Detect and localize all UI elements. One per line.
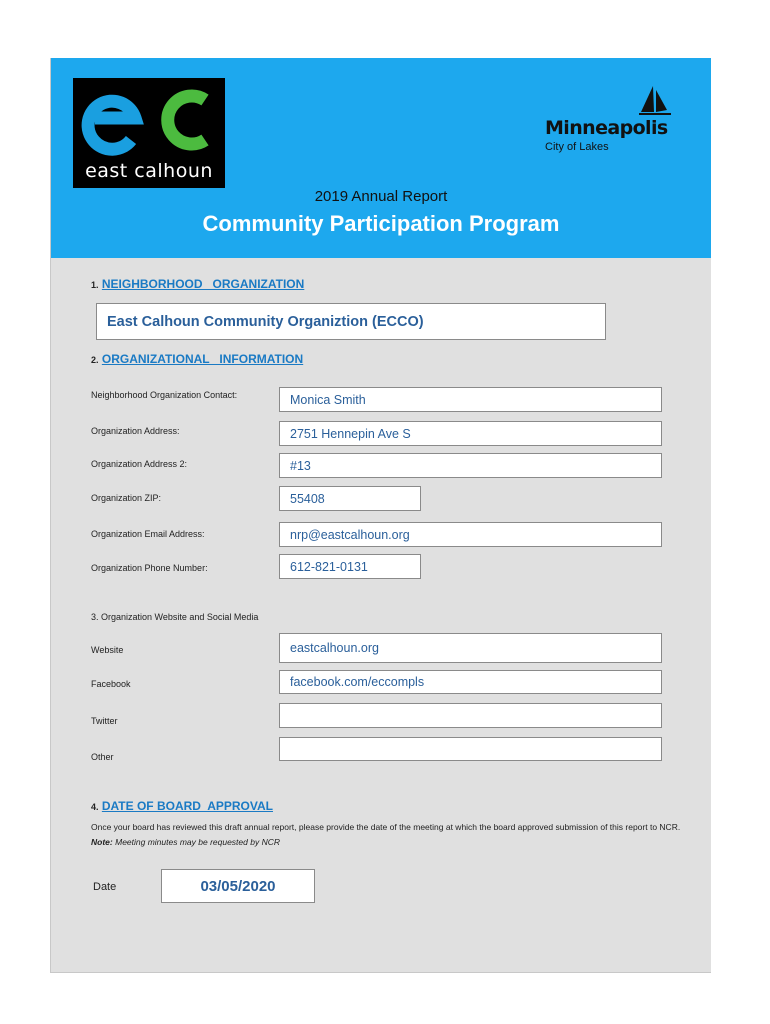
org-name-field[interactable]: East Calhoun Community Organiztion (ECCO)	[96, 303, 606, 340]
east-calhoun-logo	[73, 78, 225, 188]
phone-field[interactable]: 612-821-0131	[279, 554, 421, 579]
other-label: Other	[91, 752, 114, 762]
email-field[interactable]: nrp@eastcalhoun.org	[279, 522, 662, 547]
facebook-label: Facebook	[91, 679, 131, 689]
address-field[interactable]: 2751 Hennepin Ave S	[279, 421, 662, 446]
address2-field[interactable]: #13	[279, 453, 662, 478]
website-field[interactable]: eastcalhoun.org	[279, 633, 662, 663]
twitter-field[interactable]	[279, 703, 662, 728]
email-label: Organization Email Address:	[91, 529, 205, 539]
ec-logo-icon	[73, 78, 225, 168]
note-italic: Meeting minutes may be requested by NCR	[115, 837, 280, 847]
zip-field[interactable]: 55408	[279, 486, 421, 511]
form-page	[50, 58, 711, 973]
section2-heading	[91, 352, 303, 366]
city-tagline: City of Lakes	[545, 141, 609, 153]
minneapolis-logo	[541, 84, 671, 154]
contact-label: Neighborhood Organization Contact:	[91, 390, 238, 400]
section2-number: 2.	[91, 355, 99, 365]
section1-heading	[91, 277, 304, 291]
contact-field[interactable]: Monica Smith	[279, 387, 662, 412]
section4-number: 4.	[91, 802, 99, 812]
address-label: Organization Address:	[91, 426, 180, 436]
section1-title: NEIGHBORHOOD ORGANIZATION	[101, 277, 305, 291]
report-header	[51, 58, 711, 258]
board-approval-note	[91, 820, 681, 850]
zip-label: Organization ZIP:	[91, 493, 162, 503]
website-label: Website	[91, 645, 124, 655]
program-title: Community Participation Program	[202, 211, 560, 236]
phone-label: Organization Phone Number:	[91, 563, 208, 573]
address2-label: Organization Address 2:	[91, 459, 188, 469]
logo-text: east calhoun	[85, 160, 213, 182]
sailboat-icon	[637, 84, 673, 120]
section4-title: DATE OF BOARD APPROVAL	[101, 799, 273, 813]
other-field[interactable]	[279, 737, 662, 761]
section3-heading: 3. Organization Website and Social Media	[91, 612, 259, 622]
facebook-field[interactable]: facebook.com/eccompls	[279, 670, 662, 694]
note-text: Once your board has reviewed this draft annual report, please provide the date of the meeting at which the board approved submission of this report to NCR.	[91, 822, 681, 832]
report-year: 2019 Annual Report	[314, 188, 448, 205]
section4-heading	[91, 799, 273, 813]
date-field[interactable]: 03/05/2020	[161, 869, 315, 903]
note-bold: Note:	[91, 837, 113, 847]
date-label: Date	[93, 881, 117, 893]
city-name: Minneapolis	[545, 117, 668, 139]
twitter-label: Twitter	[91, 716, 118, 726]
section2-title: ORGANIZATIONAL INFORMATION	[101, 352, 304, 366]
section1-number: 1.	[91, 280, 99, 290]
